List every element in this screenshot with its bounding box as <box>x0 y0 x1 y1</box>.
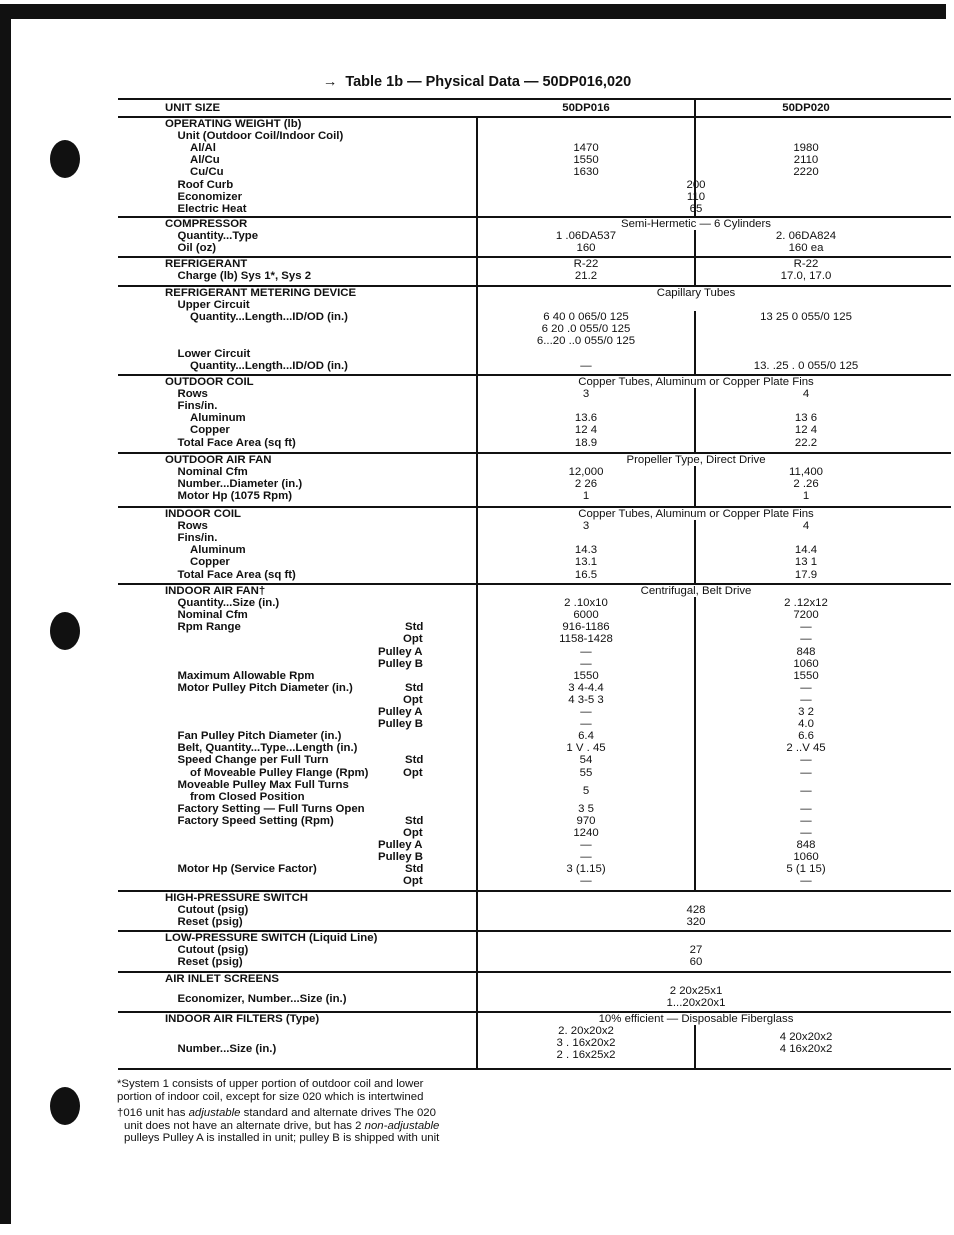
indoor_fan-value-020-13: 2 ..V 45 <box>786 742 826 755</box>
operating_weight-value-shared-5: 65 <box>689 202 703 215</box>
indoor_fan-value-020-4: — <box>800 633 812 646</box>
outdoor_coil-label-4: Copper <box>190 424 230 437</box>
indoor_filters-label-divider <box>476 1011 478 1069</box>
indoor_fan-value-020-7: 1550 <box>793 669 819 682</box>
indoor_fan-value-016-2: 6000 <box>573 609 599 622</box>
refrigerant-value-016-1: 21.2 <box>574 270 598 283</box>
indoor_fan-sublabel-19: Std <box>405 814 424 827</box>
indoor_fan-value-020-21: 1060 <box>793 851 819 864</box>
indoor_fan-value-016-11: — <box>580 718 592 731</box>
indoor_filters-value-016-3: 3 . 16x20x2 <box>556 1037 616 1050</box>
indoor_fan-sublabel-5: Pulley A <box>378 645 423 658</box>
indoor_coil-column-divider <box>694 520 696 583</box>
table-title <box>0 74 954 90</box>
inlet_screens-label-divider <box>476 971 478 1011</box>
indoor_fan-sublabel-4: Opt <box>403 633 423 646</box>
indoor_fan-sublabel-3: Std <box>405 621 424 634</box>
indoor_fan-label-0: INDOOR AIR FAN† <box>165 585 266 597</box>
indoor_fan-sublabel-6: Pulley B <box>378 657 423 670</box>
binder-hole-middle <box>50 612 80 650</box>
outdoor_fan-value-016-2: 2 26 <box>574 478 598 491</box>
footnote-dagger <box>117 1107 439 1145</box>
footnote-dagger-line1 <box>117 1107 439 1120</box>
indoor_coil-label-0: INDOOR COIL <box>165 508 241 520</box>
left-border-bar <box>0 4 11 1224</box>
indoor_fan-sublabel-9: Opt <box>403 693 423 706</box>
footnote-system1 <box>117 1078 423 1103</box>
indoor_fan-label-13: Belt, Quantity...Type...Length (in.) <box>177 742 358 755</box>
outdoor_fan-label-0: OUTDOOR AIR FAN <box>165 454 272 466</box>
indoor_fan-value-016-23: — <box>580 875 592 888</box>
indoor_fan-label-8: Motor Pulley Pitch Diameter (in.) <box>177 681 353 694</box>
outdoor_fan-column-divider <box>694 466 696 506</box>
footnote-dagger-line2 <box>117 1120 439 1133</box>
indoor_fan-label-divider <box>476 583 478 890</box>
indoor_fan-value-020-22: 5 (1 15) <box>786 863 826 876</box>
indoor_fan-label-19: Factory Speed Setting (Rpm) <box>177 814 334 827</box>
outdoor_coil-value-020-4: 22.2 <box>794 436 818 449</box>
indoor_fan-value-020-17: — <box>800 802 812 815</box>
refrigerant-value-020-1: 17.0, 17.0 <box>780 270 832 283</box>
metering-label-5: Lower Circuit <box>177 347 251 360</box>
operating_weight-value-shared-3: 200 <box>686 178 706 191</box>
indoor_filters-value-016-5: 2 . 16x25x2 <box>556 1049 616 1062</box>
footnote-dagger-text-c: unit does not have an alternate drive, but has 2 <box>124 1119 365 1132</box>
footnote-dagger-text-b: standard and alternate drives The 020 <box>240 1107 436 1119</box>
outdoor_coil-value-020-1: 4 <box>802 388 810 401</box>
indoor_fan-sublabel-10: Pulley A <box>378 706 423 718</box>
indoor_filters-label-0: INDOOR AIR FILTERS (Type) <box>165 1013 320 1025</box>
indoor_coil-label-5: Total Face Area (sq ft) <box>177 568 296 581</box>
indoor_fan-sublabel-15: Opt <box>403 766 423 779</box>
outdoor_coil-value-016-4: 18.9 <box>574 436 598 449</box>
indoor_fan-sublabel-8: Std <box>405 681 424 694</box>
operating_weight-label-3: Al/Cu <box>190 154 220 167</box>
metering-value-016-3: 6...20 ..0 055/0 125 <box>536 335 636 348</box>
table-title-text: Table 1b — Physical Data — 50DP016,020 <box>345 74 632 90</box>
metering-column-divider <box>694 311 696 374</box>
outdoor_fan-value-016-3: 1 <box>582 490 590 503</box>
operating_weight-value-shared-4: 110 <box>686 190 706 203</box>
compressor-value-020-2: 160 ea <box>788 242 824 255</box>
metering-label-0: REFRIGERANT METERING DEVICE <box>165 287 357 299</box>
footnote-system1-line2: portion of indoor coil, except for size 020 which is intertwined <box>117 1090 424 1103</box>
indoor_fan-label-23: Motor Hp (Service Factor) <box>177 863 317 876</box>
footnote-dagger-emphasis-nonadjustable: non-adjustable <box>364 1119 440 1132</box>
indoor_coil-value-016-1: 3 <box>582 520 590 533</box>
indoor_fan-value-016-5: — <box>580 645 592 658</box>
indoor_coil-value-020-2: 14.4 <box>794 544 818 557</box>
inlet_screens-label-2: Economizer, Number...Size (in.) <box>177 993 347 1006</box>
indoor_fan-sublabel-24: Opt <box>403 875 423 888</box>
indoor_fan-value-020-10: 3 2 <box>798 706 814 718</box>
indoor_filters-value-016-1: 2. 20x20x2 <box>558 1025 614 1038</box>
indoor_fan-label-15: of Moveable Pulley Flange (Rpm) <box>190 766 369 779</box>
indoor_fan-value-020-3: — <box>800 621 812 634</box>
low_pressure-label-1: Cutout (psig) <box>177 944 249 957</box>
footnote-dagger-emphasis-adjustable: adjustable <box>188 1107 241 1119</box>
compressor-value-shared-0: Semi-Hermetic — 6 Cylinders <box>620 218 772 230</box>
outdoor_coil-value-016-1: 3 <box>582 388 590 401</box>
inlet_screens-value-shared-0: 2 20x25x1 <box>669 985 723 998</box>
indoor_fan-value-016-19: 1240 <box>573 827 599 839</box>
refrigerant-value-020-0: R-22 <box>793 258 819 270</box>
indoor_fan-value-016-3: 916-1186 <box>562 621 610 634</box>
outdoor_fan-label-3: Motor Hp (1075 Rpm) <box>177 490 293 503</box>
operating_weight-label-7: Electric Heat <box>177 202 247 215</box>
indoor_fan-value-020-2: 7200 <box>793 609 819 622</box>
indoor_coil-top-border <box>118 506 951 508</box>
metering-value-016-2: 6 20 .0 055/0 125 <box>541 323 631 336</box>
high_pressure-value-shared-0: 428 <box>686 904 706 917</box>
physical-data-table <box>118 98 951 1069</box>
indoor_coil-value-016-2: 14.3 <box>574 544 598 557</box>
indoor_fan-value-016-12: 6.4 <box>578 730 594 743</box>
outdoor_fan-label-1: Nominal Cfm <box>177 466 248 479</box>
indoor_fan-value-020-12: 6.6 <box>798 730 814 743</box>
operating_weight-value-016-1: 1550 <box>573 154 599 167</box>
outdoor_coil-value-020-3: 12 4 <box>794 424 818 437</box>
operating_weight-value-016-2: 1630 <box>573 166 599 179</box>
indoor_filters-value-020-2: 4 20x20x2 <box>779 1031 833 1044</box>
indoor_fan-value-016-1: 2 .10x10 <box>564 597 608 610</box>
indoor_fan-value-016-8: 3 4-4.4 <box>568 681 604 694</box>
low_pressure-label-divider <box>476 930 478 971</box>
compressor-label-0: COMPRESSOR <box>165 218 248 230</box>
high_pressure-value-shared-1: 320 <box>686 916 706 929</box>
indoor_fan-label-18: Factory Setting — Full Turns Open <box>177 802 365 815</box>
indoor_coil-value-020-3: 13 1 <box>794 556 818 569</box>
outdoor_fan-label-2: Number...Diameter (in.) <box>177 478 303 491</box>
high_pressure-label-0: HIGH-PRESSURE SWITCH <box>165 892 309 904</box>
operating_weight-value-020-2: 2220 <box>793 166 819 179</box>
indoor_coil-value-020-4: 17.9 <box>794 568 818 581</box>
operating_weight-label-4: Cu/Cu <box>190 166 224 179</box>
outdoor_coil-value-shared-0: Copper Tubes, Aluminum or Copper Plate Fins <box>578 376 814 388</box>
indoor_fan-value-016-6: — <box>580 657 592 670</box>
indoor_fan-label-16: Moveable Pulley Max Full Turns <box>177 778 349 791</box>
indoor_fan-value-016-9: 4 3-5 3 <box>568 693 604 706</box>
indoor_fan-value-020-23: — <box>800 875 812 888</box>
indoor_fan-label-14: Speed Change per Full Turn <box>177 754 329 767</box>
outdoor_coil-label-5: Total Face Area (sq ft) <box>177 436 296 449</box>
indoor_fan-value-020-1: 2 .12x12 <box>784 597 828 610</box>
indoor_fan-value-020-5: 848 <box>796 645 816 658</box>
header-model-020: 50DP020 <box>782 102 830 114</box>
metering-value-shared-0: Capillary Tubes <box>656 287 736 299</box>
indoor_fan-value-020-16: — <box>800 784 812 797</box>
outdoor_coil-label-0: OUTDOOR COIL <box>165 376 254 388</box>
footnote-dagger-text-a: †016 unit has <box>117 1107 189 1119</box>
operating_weight-value-016-0: 1470 <box>573 142 599 155</box>
binder-hole-bottom <box>50 1087 80 1125</box>
operating_weight-label-6: Economizer <box>177 190 243 203</box>
indoor_fan-sublabel-11: Pulley B <box>378 718 423 731</box>
indoor_fan-label-7: Maximum Allowable Rpm <box>177 669 315 682</box>
indoor_filters-value-shared-0: 10% efficient — Disposable Fiberglass <box>598 1013 794 1025</box>
low_pressure-value-shared-1: 60 <box>689 956 703 969</box>
indoor_fan-value-020-8: — <box>800 681 812 694</box>
indoor_coil-value-016-3: 13.1 <box>574 556 598 569</box>
indoor_fan-value-020-20: 848 <box>796 839 816 852</box>
indoor_fan-value-016-13: 1 V . 45 <box>566 742 606 755</box>
indoor_fan-value-016-16: 5 <box>582 784 590 797</box>
indoor_fan-value-016-20: — <box>580 839 592 852</box>
outdoor_coil-label-3: Aluminum <box>190 412 246 425</box>
indoor_fan-label-3: Rpm Range <box>177 621 241 634</box>
indoor_fan-value-shared-0: Centrifugal, Belt Drive <box>640 585 752 597</box>
indoor_fan-label-12: Fan Pulley Pitch Diameter (in.) <box>177 730 342 743</box>
operating_weight-label-0: OPERATING WEIGHT (lb) <box>165 118 302 130</box>
footnote-dagger-line3: pulleys Pulley A is installed in unit; pulley B is shipped with unit <box>124 1132 440 1144</box>
indoor_fan-value-016-22: 3 (1.15) <box>566 863 606 876</box>
outdoor_coil-column-divider <box>694 388 696 452</box>
compressor-label-divider <box>476 216 478 256</box>
indoor_fan-value-016-10: — <box>580 706 592 718</box>
metering-value-016-4: — <box>580 359 592 372</box>
indoor_fan-label-1: Quantity...Size (in.) <box>177 597 280 610</box>
outdoor_coil-value-016-2: 13.6 <box>574 412 598 425</box>
refrigerant-label-divider <box>476 256 478 285</box>
high_pressure-label-2: Reset (psig) <box>177 916 243 929</box>
inlet_screens-value-shared-1: 1...20x20x1 <box>666 997 726 1010</box>
outdoor_fan-value-020-2: 2 .26 <box>793 478 819 491</box>
indoor_filters-value-020-4: 4 16x20x2 <box>779 1043 833 1056</box>
indoor_fan-value-016-7: 1550 <box>573 669 599 682</box>
refrigerant-label-0: REFRIGERANT <box>165 258 248 270</box>
inlet_screens-label-0: AIR INLET SCREENS <box>165 973 279 985</box>
outdoor_fan-label-divider <box>476 452 478 506</box>
indoor_coil-label-divider <box>476 506 478 583</box>
indoor_fan-value-020-15: — <box>800 766 812 779</box>
indoor_coil-value-020-1: 4 <box>802 520 810 533</box>
outdoor_coil-value-020-2: 13 6 <box>794 412 818 425</box>
indoor_fan-value-016-18: 970 <box>576 814 596 827</box>
compressor-value-016-1: 1 .06DA537 <box>555 230 617 243</box>
low_pressure-value-shared-0: 27 <box>689 944 703 957</box>
metering-label-2: Quantity...Length...ID/OD (in.) <box>190 311 348 324</box>
indoor_coil-label-3: Aluminum <box>190 544 246 557</box>
compressor-column-divider <box>694 230 696 256</box>
compressor-label-2: Oil (oz) <box>177 242 217 255</box>
indoor_fan-value-016-21: — <box>580 851 592 864</box>
indoor_filters-label-2: Number...Size (in.) <box>177 1043 277 1056</box>
metering-value-016-1: 6 40 0 065/0 125 <box>543 311 629 324</box>
outdoor_fan-value-shared-0: Propeller Type, Direct Drive <box>626 454 766 466</box>
indoor_filters-column-divider <box>694 1025 696 1069</box>
indoor_fan-sublabel-22: Pulley B <box>378 851 423 864</box>
indoor_fan-label-17: from Closed Position <box>190 790 305 803</box>
top-border-bar <box>0 4 946 19</box>
outdoor_coil-label-2: Fins/in. <box>177 400 218 413</box>
indoor_fan-sublabel-23: Std <box>405 863 424 876</box>
outdoor_fan-value-020-3: 1 <box>802 490 810 503</box>
indoor_fan-label-2: Nominal Cfm <box>177 609 248 622</box>
operating_weight-value-020-1: 2110 <box>793 154 819 167</box>
low_pressure-label-2: Reset (psig) <box>177 956 243 969</box>
refrigerant-label-1: Charge (lb) Sys 1*, Sys 2 <box>177 270 312 283</box>
compressor-value-020-1: 2. 06DA824 <box>775 230 837 243</box>
indoor_fan-value-016-15: 55 <box>579 766 593 779</box>
outdoor_fan-value-016-1: 12,000 <box>568 466 604 479</box>
header-unit-size: UNIT SIZE <box>165 102 221 114</box>
indoor_fan-sublabel-21: Pulley A <box>378 839 423 852</box>
metering-label-divider <box>476 285 478 374</box>
high_pressure-label-divider <box>476 890 478 930</box>
outdoor_fan-value-020-1: 11,400 <box>789 466 823 479</box>
indoor_coil-value-016-4: 16.5 <box>574 568 598 581</box>
indoor_coil-label-4: Copper <box>190 556 230 569</box>
indoor_fan-value-016-14: 54 <box>579 754 593 767</box>
compressor-label-1: Quantity...Type <box>177 230 259 243</box>
indoor_fan-value-016-17: 3 5 <box>578 802 594 815</box>
indoor_fan-value-020-11: 4.0 <box>798 718 814 731</box>
outdoor_coil-label-divider <box>476 374 478 452</box>
low_pressure-label-0: LOW-PRESSURE SWITCH (Liquid Line) <box>165 932 378 944</box>
header-model-016: 50DP016 <box>562 102 610 114</box>
operating_weight-label-divider <box>476 116 478 216</box>
metering-label-6: Quantity...Length...ID/OD (in.) <box>190 359 348 372</box>
indoor_fan-value-020-6: 1060 <box>793 657 819 670</box>
indoor_fan-sublabel-14: Std <box>405 754 424 767</box>
outdoor_coil-label-1: Rows <box>177 388 208 401</box>
refrigerant-value-016-0: R-22 <box>573 258 599 270</box>
operating_weight-label-1: Unit (Outdoor Coil/Indoor Coil) <box>177 130 344 143</box>
indoor_fan-value-020-9: — <box>800 693 812 706</box>
indoor_fan-value-016-4: 1158-1428 <box>559 633 613 646</box>
footnote-system1-line1: *System 1 consists of upper portion of outdoor coil and lower <box>117 1078 424 1090</box>
header-column-divider <box>694 98 696 116</box>
indoor_fan-column-divider <box>694 597 696 890</box>
operating_weight-label-2: Al/Al <box>190 142 216 155</box>
table-bottom-border <box>118 1068 951 1070</box>
indoor_fan-value-020-14: — <box>800 754 812 767</box>
indoor_fan-value-020-19: — <box>800 827 812 839</box>
operating_weight-value-020-0: 1980 <box>793 142 819 155</box>
indoor_coil-value-shared-0: Copper Tubes, Aluminum or Copper Plate Fins <box>578 508 814 520</box>
metering-value-020-1: 13 25 0 055/0 125 <box>760 311 852 324</box>
outdoor_coil-value-016-3: 12 4 <box>574 424 598 437</box>
indoor_fan-value-020-18: — <box>800 814 812 827</box>
table-top-border <box>118 98 951 100</box>
indoor_coil-label-2: Fins/in. <box>177 532 218 545</box>
operating_weight-label-5: Roof Curb <box>177 178 234 191</box>
indoor_fan-sublabel-20: Opt <box>403 827 423 839</box>
binder-hole-top <box>50 140 80 178</box>
metering-value-020-4: 13. .25 . 0 055/0 125 <box>753 359 859 372</box>
high_pressure-label-1: Cutout (psig) <box>177 904 249 917</box>
compressor-value-016-2: 160 <box>576 242 596 255</box>
refrigerant-column-divider <box>694 258 696 285</box>
change-arrow-icon: → <box>322 74 338 90</box>
metering-label-1: Upper Circuit <box>177 299 250 312</box>
indoor_coil-label-1: Rows <box>177 520 208 533</box>
